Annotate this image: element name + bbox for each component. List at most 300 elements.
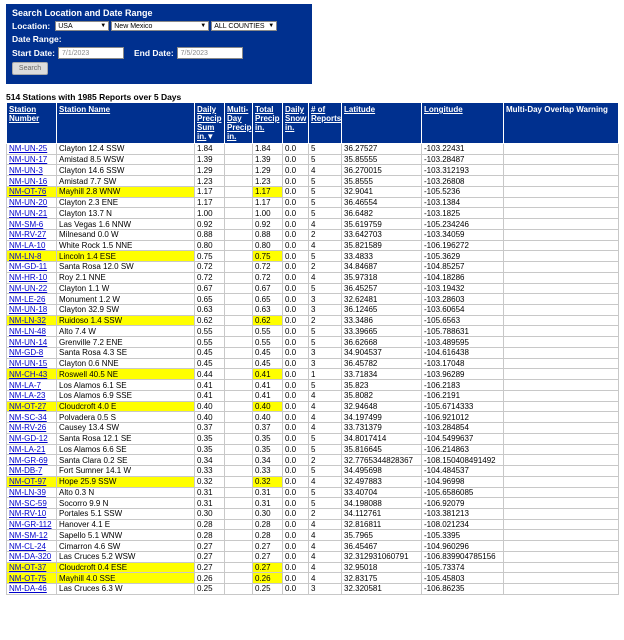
overlap-warning	[504, 165, 619, 176]
longitude: -105.788631	[422, 326, 504, 337]
station-number-link[interactable]: NM-DA-46	[7, 584, 57, 595]
station-name: Clayton 1.1 W	[57, 283, 195, 294]
total-precip: 0.88	[253, 229, 283, 240]
multi-day-precip	[225, 305, 253, 316]
multi-day-precip	[225, 144, 253, 155]
latitude: 32.83175	[342, 573, 422, 584]
longitude: -103.34059	[422, 229, 504, 240]
station-number-link[interactable]: NM-LN-8	[7, 251, 57, 262]
num-reports: 4	[309, 476, 342, 487]
overlap-warning	[504, 476, 619, 487]
multi-day-precip	[225, 262, 253, 273]
num-reports: 4	[309, 401, 342, 412]
station-name: Socorro 9.9 N	[57, 498, 195, 509]
daily-snow: 0.0	[283, 197, 309, 208]
overlap-warning	[504, 358, 619, 369]
daily-snow: 0.0	[283, 347, 309, 358]
daily-snow: 0.0	[283, 305, 309, 316]
multi-day-precip	[225, 530, 253, 541]
station-name: Las Cruces 6.3 W	[57, 584, 195, 595]
station-number-link[interactable]: NM-UN-15	[7, 358, 57, 369]
longitude: -104.5499637	[422, 433, 504, 444]
station-number-link[interactable]: NM-GD-8	[7, 347, 57, 358]
header-latitude[interactable]: Latitude	[342, 103, 422, 144]
station-number-link[interactable]: NM-OT-27	[7, 401, 57, 412]
location-row	[12, 21, 306, 31]
daily-snow: 0.0	[283, 337, 309, 348]
header-total-precip[interactable]: Total Precip in.	[253, 103, 283, 144]
station-number-link[interactable]: NM-HR-10	[7, 272, 57, 283]
total-precip: 0.27	[253, 541, 283, 552]
station-name: Hanover 4.1 E	[57, 519, 195, 530]
num-reports: 3	[309, 347, 342, 358]
latitude: 35.8555	[342, 176, 422, 187]
daily-precip: 0.67	[195, 283, 225, 294]
overlap-warning	[504, 380, 619, 391]
num-reports: 5	[309, 186, 342, 197]
longitude: -106.2183	[422, 380, 504, 391]
latitude: 36.6482	[342, 208, 422, 219]
start-date-input[interactable]: 7/1/2023	[58, 47, 124, 59]
state-select[interactable]: New Mexico ▼	[111, 21, 209, 31]
overlap-warning	[504, 305, 619, 316]
table-row	[7, 433, 619, 444]
daily-snow: 0.0	[283, 498, 309, 509]
latitude: 33.4833	[342, 251, 422, 262]
multi-day-precip	[225, 283, 253, 294]
total-precip: 1.17	[253, 186, 283, 197]
station-number-link[interactable]: NM-UN-3	[7, 165, 57, 176]
table-row	[7, 498, 619, 509]
station-number-link[interactable]: NM-LA-21	[7, 444, 57, 455]
daily-precip: 0.75	[195, 251, 225, 262]
latitude: 32.320581	[342, 584, 422, 595]
daily-precip: 1.23	[195, 176, 225, 187]
total-precip: 1.00	[253, 208, 283, 219]
overlap-warning	[504, 412, 619, 423]
multi-day-precip	[225, 186, 253, 197]
latitude: 33.642703	[342, 229, 422, 240]
daily-snow: 0.0	[283, 541, 309, 552]
multi-day-precip	[225, 573, 253, 584]
longitude: -103.96289	[422, 369, 504, 380]
num-reports: 4	[309, 390, 342, 401]
country-select[interactable]: USA ▼	[55, 21, 109, 31]
total-precip: 0.41	[253, 369, 283, 380]
header-longitude[interactable]: Longitude	[422, 103, 504, 144]
latitude: 35.823	[342, 380, 422, 391]
station-name: Los Alamos 6.1 SE	[57, 380, 195, 391]
table-row	[7, 251, 619, 262]
total-precip: 0.80	[253, 240, 283, 251]
multi-day-precip	[225, 433, 253, 444]
longitude: -105.6563	[422, 315, 504, 326]
daily-snow: 0.0	[283, 294, 309, 305]
total-precip: 0.72	[253, 272, 283, 283]
station-number-link[interactable]: NM-OT-97	[7, 476, 57, 487]
end-date-input[interactable]: 7/5/2023	[177, 47, 243, 59]
multi-day-precip	[225, 412, 253, 423]
station-number-link[interactable]: NM-LA-23	[7, 390, 57, 401]
station-number-link[interactable]: NM-OT-37	[7, 562, 57, 573]
station-number-link[interactable]: NM-OT-76	[7, 186, 57, 197]
longitude: -108.021234	[422, 519, 504, 530]
daily-snow: 0.0	[283, 154, 309, 165]
multi-day-precip	[225, 272, 253, 283]
daily-snow: 0.0	[283, 401, 309, 412]
multi-day-precip	[225, 219, 253, 230]
daily-snow: 0.0	[283, 466, 309, 477]
daily-precip: 1.29	[195, 165, 225, 176]
total-precip: 0.40	[253, 412, 283, 423]
table-row	[7, 508, 619, 519]
num-reports: 2	[309, 262, 342, 273]
total-precip: 0.45	[253, 347, 283, 358]
daily-snow: 0.0	[283, 412, 309, 423]
num-reports: 4	[309, 541, 342, 552]
num-reports: 1	[309, 369, 342, 380]
longitude: -103.1384	[422, 197, 504, 208]
num-reports: 5	[309, 283, 342, 294]
overlap-warning	[504, 551, 619, 562]
daily-precip: 0.41	[195, 390, 225, 401]
total-precip: 0.28	[253, 530, 283, 541]
num-reports: 5	[309, 176, 342, 187]
station-name: Amistad 8.5 WSW	[57, 154, 195, 165]
num-reports: 5	[309, 487, 342, 498]
station-number-link[interactable]: NM-SC-59	[7, 498, 57, 509]
daily-precip: 0.34	[195, 455, 225, 466]
longitude: -103.489595	[422, 337, 504, 348]
num-reports: 5	[309, 444, 342, 455]
station-number-link[interactable]: NM-UN-16	[7, 176, 57, 187]
multi-day-precip	[225, 358, 253, 369]
daily-precip: 0.62	[195, 315, 225, 326]
table-row	[7, 144, 619, 155]
num-reports: 4	[309, 165, 342, 176]
daily-precip: 0.35	[195, 433, 225, 444]
multi-day-precip	[225, 208, 253, 219]
chevron-down-icon: ▼	[100, 23, 107, 29]
overlap-warning	[504, 208, 619, 219]
latitude: 33.71834	[342, 369, 422, 380]
station-name: Amistad 7.7 SW	[57, 176, 195, 187]
longitude: -103.381213	[422, 508, 504, 519]
total-precip: 0.35	[253, 444, 283, 455]
longitude: -103.28603	[422, 294, 504, 305]
daily-snow: 0.0	[283, 584, 309, 595]
station-number-link[interactable]: NM-SC-34	[7, 412, 57, 423]
station-number-link[interactable]: NM-RV-10	[7, 508, 57, 519]
num-reports: 3	[309, 584, 342, 595]
station-number-link[interactable]: NM-LN-39	[7, 487, 57, 498]
station-number-link[interactable]: NM-CL-24	[7, 541, 57, 552]
daily-snow: 0.0	[283, 530, 309, 541]
total-precip: 1.84	[253, 144, 283, 155]
overlap-warning	[504, 186, 619, 197]
station-name: Clayton 32.9 SW	[57, 305, 195, 316]
overlap-warning	[504, 530, 619, 541]
latitude: 36.45467	[342, 541, 422, 552]
table-row	[7, 551, 619, 562]
overlap-warning	[504, 487, 619, 498]
header-daily-snow[interactable]: Daily Snow in.	[283, 103, 309, 144]
num-reports: 2	[309, 455, 342, 466]
longitude: -104.96998	[422, 476, 504, 487]
station-number-link[interactable]: NM-UN-17	[7, 154, 57, 165]
station-name: Portales 5.1 SSW	[57, 508, 195, 519]
table-row	[7, 466, 619, 477]
daily-precip: 0.55	[195, 337, 225, 348]
table-row	[7, 444, 619, 455]
table-row	[7, 369, 619, 380]
station-number-link[interactable]: NM-CH-43	[7, 369, 57, 380]
latitude: 36.270015	[342, 165, 422, 176]
overlap-warning	[504, 337, 619, 348]
latitude: 36.45257	[342, 283, 422, 294]
station-number-link[interactable]: NM-DA-320	[7, 551, 57, 562]
daily-snow: 0.0	[283, 551, 309, 562]
header-overlap-warning: Multi-Day Overlap Warning	[504, 103, 619, 144]
daily-snow: 0.0	[283, 262, 309, 273]
search-panel	[6, 4, 312, 84]
latitude: 36.62668	[342, 337, 422, 348]
multi-day-precip	[225, 154, 253, 165]
latitude: 32.9041	[342, 186, 422, 197]
num-reports: 5	[309, 154, 342, 165]
chevron-down-icon: ▼	[200, 23, 207, 29]
longitude: -106.214863	[422, 444, 504, 455]
multi-day-precip	[225, 455, 253, 466]
station-name: Polvadera 0.5 S	[57, 412, 195, 423]
station-number-link[interactable]: NM-DB-7	[7, 466, 57, 477]
total-precip: 0.40	[253, 401, 283, 412]
station-number-link[interactable]: NM-LA-7	[7, 380, 57, 391]
overlap-warning	[504, 144, 619, 155]
multi-day-precip	[225, 251, 253, 262]
overlap-warning	[504, 272, 619, 283]
daily-precip: 0.25	[195, 584, 225, 595]
date-range-label: Date Range:	[12, 34, 62, 44]
station-number-link[interactable]: NM-SM-6	[7, 219, 57, 230]
station-name: Grenville 7.2 ENE	[57, 337, 195, 348]
total-precip: 0.65	[253, 294, 283, 305]
panel-title: Search Location and Date Range	[12, 8, 153, 18]
header-station-number[interactable]: Station Number	[7, 103, 57, 144]
multi-day-precip	[225, 165, 253, 176]
num-reports: 5	[309, 466, 342, 477]
num-reports: 3	[309, 358, 342, 369]
daily-precip: 0.55	[195, 326, 225, 337]
longitude: -103.312193	[422, 165, 504, 176]
longitude: -104.484537	[422, 466, 504, 477]
station-number-link[interactable]: NM-GD-12	[7, 433, 57, 444]
latitude: 32.95018	[342, 562, 422, 573]
daily-snow: 0.0	[283, 283, 309, 294]
location-label: Location:	[12, 21, 51, 31]
station-number-link[interactable]: NM-UN-22	[7, 283, 57, 294]
num-reports: 4	[309, 423, 342, 434]
longitude: -105.45803	[422, 573, 504, 584]
daily-snow: 0.0	[283, 219, 309, 230]
county-select[interactable]: ALL COUNTIES ▼	[211, 21, 277, 31]
total-precip: 0.26	[253, 573, 283, 584]
multi-day-precip	[225, 487, 253, 498]
station-number-link[interactable]: NM-RV-27	[7, 229, 57, 240]
station-name: Santa Clara 0.2 SE	[57, 455, 195, 466]
station-name: Santa Rosa 12.0 SW	[57, 262, 195, 273]
overlap-warning	[504, 326, 619, 337]
station-number-link[interactable]: NM-GR-69	[7, 455, 57, 466]
daily-snow: 0.0	[283, 229, 309, 240]
total-precip: 0.25	[253, 584, 283, 595]
station-number-link[interactable]: NM-OT-75	[7, 573, 57, 584]
table-row	[7, 380, 619, 391]
multi-day-precip	[225, 519, 253, 530]
table-row	[7, 401, 619, 412]
stations-table	[6, 102, 619, 595]
overlap-warning	[504, 283, 619, 294]
header-daily-precip[interactable]: Daily Precip Sum in.▼	[195, 103, 225, 144]
daily-snow: 0.0	[283, 208, 309, 219]
station-number-link[interactable]: NM-GR-112	[7, 519, 57, 530]
table-row	[7, 423, 619, 434]
latitude: 35.821589	[342, 240, 422, 251]
station-number-link[interactable]: NM-UN-18	[7, 305, 57, 316]
latitude: 36.12465	[342, 305, 422, 316]
station-number-link[interactable]: NM-LA-10	[7, 240, 57, 251]
multi-day-precip	[225, 240, 253, 251]
table-row	[7, 476, 619, 487]
table-row	[7, 337, 619, 348]
table-row	[7, 487, 619, 498]
overlap-warning	[504, 573, 619, 584]
total-precip: 0.35	[253, 433, 283, 444]
num-reports: 5	[309, 144, 342, 155]
station-name: Roswell 40.5 NE	[57, 369, 195, 380]
table-row	[7, 283, 619, 294]
table-row	[7, 541, 619, 552]
station-number-link[interactable]: NM-UN-14	[7, 337, 57, 348]
multi-day-precip	[225, 541, 253, 552]
daily-precip: 1.39	[195, 154, 225, 165]
daily-precip: 0.88	[195, 229, 225, 240]
multi-day-precip	[225, 423, 253, 434]
total-precip: 1.23	[253, 176, 283, 187]
date-row	[12, 47, 306, 59]
longitude: -104.616438	[422, 347, 504, 358]
daily-precip: 0.45	[195, 358, 225, 369]
overlap-warning	[504, 369, 619, 380]
station-name: Ruidoso 1.4 SSW	[57, 315, 195, 326]
latitude: 35.7965	[342, 530, 422, 541]
latitude: 34.198088	[342, 498, 422, 509]
longitude: -104.960296	[422, 541, 504, 552]
overlap-warning	[504, 466, 619, 477]
num-reports: 4	[309, 530, 342, 541]
overlap-warning	[504, 444, 619, 455]
latitude: 35.8082	[342, 390, 422, 401]
station-number-link[interactable]: NM-LN-32	[7, 315, 57, 326]
daily-precip: 0.28	[195, 519, 225, 530]
station-name: Alto 0.3 N	[57, 487, 195, 498]
daily-precip: 0.31	[195, 498, 225, 509]
station-number-link[interactable]: NM-UN-25	[7, 144, 57, 155]
multi-day-precip	[225, 466, 253, 477]
latitude: 35.816645	[342, 444, 422, 455]
latitude: 34.197499	[342, 412, 422, 423]
end-date-label: End Date:	[133, 48, 174, 58]
station-number-link[interactable]: NM-SM-12	[7, 530, 57, 541]
search-button[interactable]: Search	[12, 62, 48, 75]
num-reports: 5	[309, 326, 342, 337]
latitude: 34.112761	[342, 508, 422, 519]
station-number-link[interactable]: NM-GD-11	[7, 262, 57, 273]
station-name: Roy 2.1 NNE	[57, 272, 195, 283]
num-reports: 4	[309, 272, 342, 283]
table-header-row	[7, 103, 619, 144]
longitude: -106.86235	[422, 584, 504, 595]
latitude: 35.97318	[342, 272, 422, 283]
daily-precip: 0.27	[195, 562, 225, 573]
multi-day-precip	[225, 176, 253, 187]
daily-precip: 0.27	[195, 541, 225, 552]
header-num-reports[interactable]: # of Reports	[309, 103, 342, 144]
longitude: -108.150408491492	[422, 455, 504, 466]
latitude: 33.3486	[342, 315, 422, 326]
total-precip: 1.39	[253, 154, 283, 165]
total-precip: 0.34	[253, 455, 283, 466]
longitude: -103.28487	[422, 154, 504, 165]
num-reports: 4	[309, 562, 342, 573]
latitude: 32.312931060791	[342, 551, 422, 562]
num-reports: 4	[309, 551, 342, 562]
latitude: 35.85555	[342, 154, 422, 165]
num-reports: 3	[309, 305, 342, 316]
header-station-name[interactable]: Station Name	[57, 103, 195, 144]
latitude: 34.8017414	[342, 433, 422, 444]
daily-snow: 0.0	[283, 369, 309, 380]
longitude: -103.1825	[422, 208, 504, 219]
total-precip: 0.33	[253, 466, 283, 477]
station-number-link[interactable]: NM-LN-48	[7, 326, 57, 337]
latitude: 32.7765344828367	[342, 455, 422, 466]
daily-snow: 0.0	[283, 487, 309, 498]
daily-precip: 0.28	[195, 530, 225, 541]
longitude: -103.19432	[422, 283, 504, 294]
station-name: Fort Sumner 14.1 W	[57, 466, 195, 477]
station-number-link[interactable]: NM-RV-26	[7, 423, 57, 434]
daily-snow: 0.0	[283, 562, 309, 573]
num-reports: 4	[309, 573, 342, 584]
daily-precip: 0.32	[195, 476, 225, 487]
daily-precip: 0.92	[195, 219, 225, 230]
overlap-warning	[504, 562, 619, 573]
daily-snow: 0.0	[283, 573, 309, 584]
longitude: -103.60654	[422, 305, 504, 316]
header-multi-day-precip[interactable]: Multi-Day Precip in.	[225, 103, 253, 144]
station-number-link[interactable]: NM-UN-20	[7, 197, 57, 208]
station-number-link[interactable]: NM-UN-21	[7, 208, 57, 219]
overlap-warning	[504, 154, 619, 165]
multi-day-precip	[225, 390, 253, 401]
longitude: -103.284854	[422, 423, 504, 434]
longitude: -106.839904785156	[422, 551, 504, 562]
station-number-link[interactable]: NM-LE-26	[7, 294, 57, 305]
overlap-warning	[504, 519, 619, 530]
station-name: Los Alamos 6.6 SE	[57, 444, 195, 455]
total-precip: 0.27	[253, 562, 283, 573]
